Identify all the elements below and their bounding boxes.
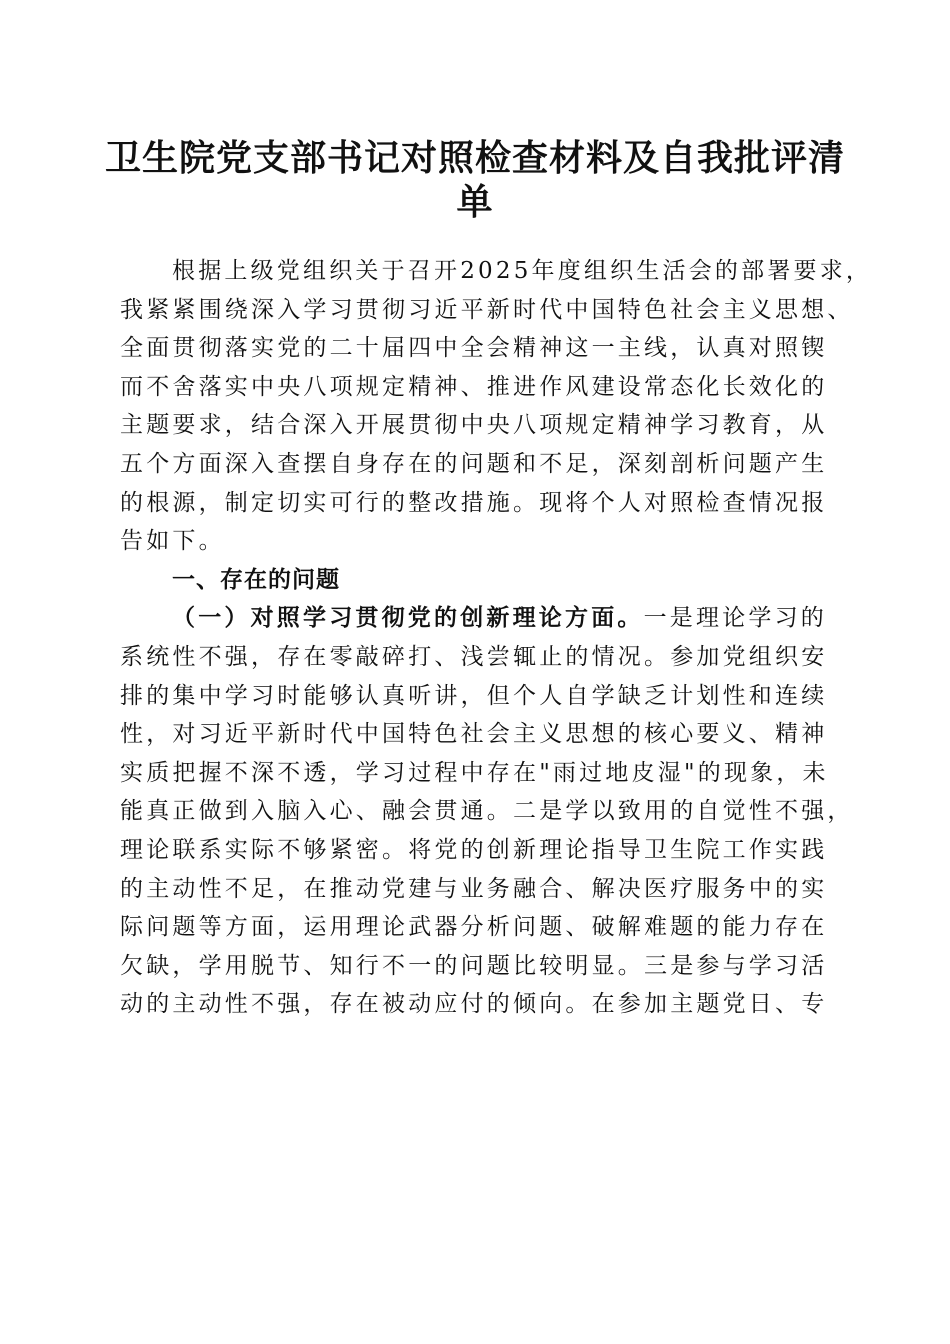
- text-line: 的根源，制定切实可行的整改措施。现将个人对照检查情况报: [120, 489, 828, 516]
- document-body: [120, 252, 873, 1024]
- text-line: 际问题等方面，运用理论武器分析问题、破解难题的能力存在: [120, 914, 828, 941]
- title-line-1: 卫生院党支部书记对照检查材料及自我批评清: [104, 137, 845, 179]
- text-line: 性，对习近平新时代中国特色社会主义思想的核心要义、精神: [120, 721, 828, 748]
- text-run: 一是理论学习的: [643, 605, 828, 632]
- text-line: 欠缺，学用脱节、知行不一的问题比较明显。三是参与学习活: [120, 952, 828, 979]
- text-line: 实质把握不深不透，学习过程中存在"雨过地皮湿"的现象，未: [120, 759, 829, 786]
- text-line: 而不舍落实中央八项规定精神、推进作风建设常态化长效化的: [120, 373, 828, 400]
- text-line: [120, 599, 850, 638]
- subsection-paragraph: [120, 599, 854, 1024]
- text-line: 能真正做到入脑入心、融会贯通。二是学以致用的自觉性不强，: [120, 798, 854, 825]
- text-line: 根据上级党组织关于召开2025年度组织生活会的部署要求，: [172, 258, 873, 284]
- text-line: 全面贯彻落实党的二十届四中全会精神这一主线，认真对照锲: [120, 335, 828, 362]
- text-line: 主题要求，结合深入开展贯彻中央八项规定精神学习教育，从: [120, 412, 828, 439]
- section-heading: 一、存在的问题: [172, 566, 340, 593]
- text-line: 我紧紧围绕深入学习贯彻习近平新时代中国特色社会主义思想、: [120, 296, 854, 323]
- intro-paragraph: [120, 252, 873, 561]
- document-title: [80, 136, 870, 224]
- text-line: 排的集中学习时能够认真听讲，但个人自学缺乏计划性和连续: [120, 682, 828, 709]
- text-line: 五个方面深入查摆自身存在的问题和不足，深刻剖析问题产生: [120, 450, 828, 477]
- text-line: 理论联系实际不够紧密。将党的创新理论指导卫生院工作实践: [120, 836, 828, 863]
- text-line: 系统性不强，存在零敲碎打、浅尝辄止的情况。参加党组织安: [120, 643, 828, 670]
- text-line: 的主动性不足，在推动党建与业务融合、解决医疗服务中的实: [120, 875, 828, 902]
- title-line-2: 单: [456, 181, 494, 223]
- text-line: 动的主动性不强，存在被动应付的倾向。在参加主题党日、专: [120, 991, 828, 1018]
- text-line: 告如下。: [120, 528, 225, 555]
- subsection-heading: （一）对照学习贯彻党的创新理论方面。: [172, 604, 644, 632]
